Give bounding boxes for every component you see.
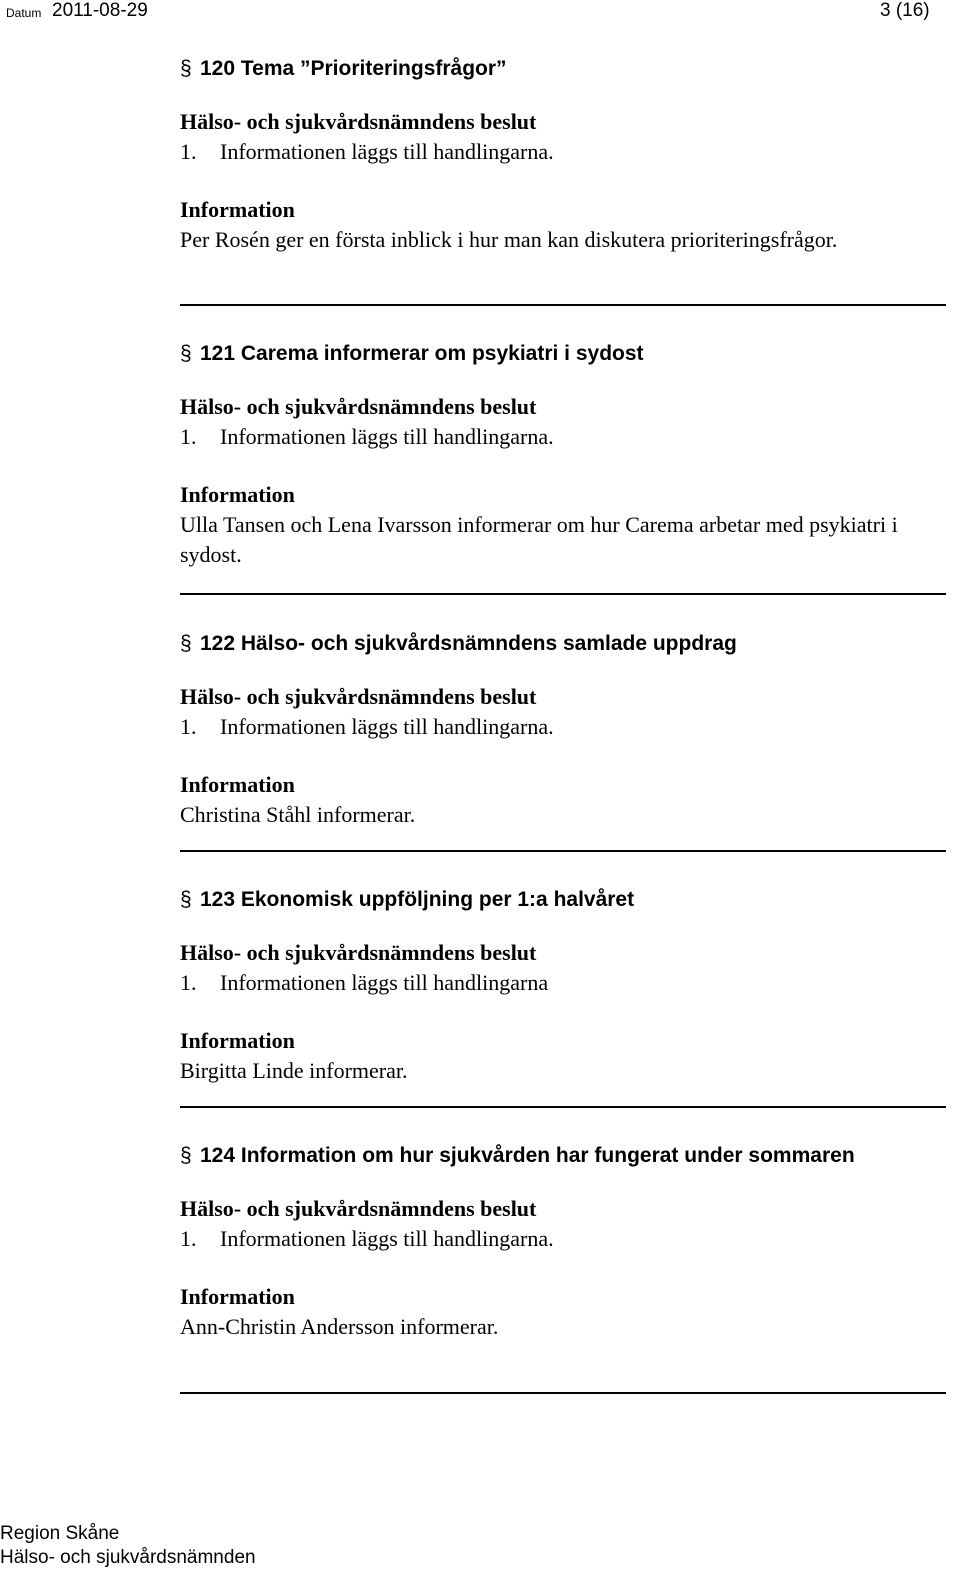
section-divider	[180, 304, 946, 306]
section-title-text: 120 Tema ”Prioriteringsfrågor”	[200, 57, 507, 80]
information-heading: Information	[180, 197, 295, 222]
section-title-text: 124 Information om hur sjukvården har fungerat under sommaren	[200, 1144, 855, 1167]
decision-item	[180, 968, 950, 998]
decision-heading: Hälso- och sjukvårdsnämndens beslut	[180, 1196, 537, 1221]
page-number: 3 (16)	[880, 0, 930, 21]
decision-heading: Hälso- och sjukvårdsnämndens beslut	[180, 684, 537, 709]
agenda-section-121	[180, 340, 950, 570]
decision-number: 1.	[180, 424, 197, 449]
agenda-section-120	[180, 55, 950, 255]
footer-department: Hälso- och sjukvårdsnämnden	[0, 1547, 256, 1568]
information-text: Birgitta Linde informerar.	[180, 1058, 408, 1083]
decision-item	[180, 137, 950, 167]
agenda-section-122	[180, 630, 950, 830]
decision-text: Informationen läggs till handlingarna.	[220, 1226, 554, 1251]
information-heading: Information	[180, 1284, 295, 1309]
section-title	[180, 55, 950, 83]
decision-text: Informationen läggs till handlingarna	[220, 970, 549, 995]
section-divider	[180, 1392, 946, 1394]
section-title-text: 122 Hälso- och sjukvårdsnämndens samlade uppdrag	[200, 632, 737, 655]
paragraph-symbol: §	[180, 888, 192, 911]
decision-number: 1.	[180, 1226, 197, 1251]
paragraph-symbol: §	[180, 632, 192, 655]
section-title	[180, 630, 950, 658]
decision-item	[180, 422, 950, 452]
agenda-section-124	[180, 1142, 950, 1342]
decision-number: 1.	[180, 714, 197, 739]
section-divider	[180, 593, 946, 595]
section-title	[180, 340, 950, 368]
decision-item	[180, 712, 950, 742]
information-heading: Information	[180, 1028, 295, 1053]
decision-number: 1.	[180, 970, 197, 995]
paragraph-symbol: §	[180, 57, 192, 80]
decision-heading: Hälso- och sjukvårdsnämndens beslut	[180, 109, 537, 134]
information-text: Ulla Tansen och Lena Ivarsson informerar om hur Carema arbetar med psykiatri i sydost.	[180, 512, 898, 567]
header-date: 2011-08-29	[52, 0, 148, 21]
decision-heading: Hälso- och sjukvårdsnämndens beslut	[180, 394, 537, 419]
decision-text: Informationen läggs till handlingarna.	[220, 139, 554, 164]
information-heading: Information	[180, 772, 295, 797]
section-divider	[180, 850, 946, 852]
decision-heading: Hälso- och sjukvårdsnämndens beslut	[180, 940, 537, 965]
section-title	[180, 1142, 950, 1170]
section-title	[180, 886, 950, 914]
decision-text: Informationen läggs till handlingarna.	[220, 714, 554, 739]
information-text: Christina Ståhl informerar.	[180, 802, 416, 827]
decision-number: 1.	[180, 139, 197, 164]
information-text: Per Rosén ger en första inblick i hur man kan diskutera prioriteringsfrågor.	[180, 227, 838, 252]
section-title-text: 123 Ekonomisk uppföljning per 1:a halvåret	[200, 888, 635, 911]
header-date-label: Datum	[6, 6, 42, 20]
information-heading: Information	[180, 482, 295, 507]
section-divider	[180, 1106, 946, 1108]
decision-item	[180, 1224, 950, 1254]
paragraph-symbol: §	[180, 1144, 192, 1167]
footer-organization: Region Skåne	[0, 1523, 120, 1544]
paragraph-symbol: §	[180, 342, 192, 365]
information-text: Ann-Christin Andersson informerar.	[180, 1314, 499, 1339]
section-title-text: 121 Carema informerar om psykiatri i sydost	[200, 342, 644, 365]
decision-text: Informationen läggs till handlingarna.	[220, 424, 554, 449]
agenda-section-123	[180, 886, 950, 1086]
